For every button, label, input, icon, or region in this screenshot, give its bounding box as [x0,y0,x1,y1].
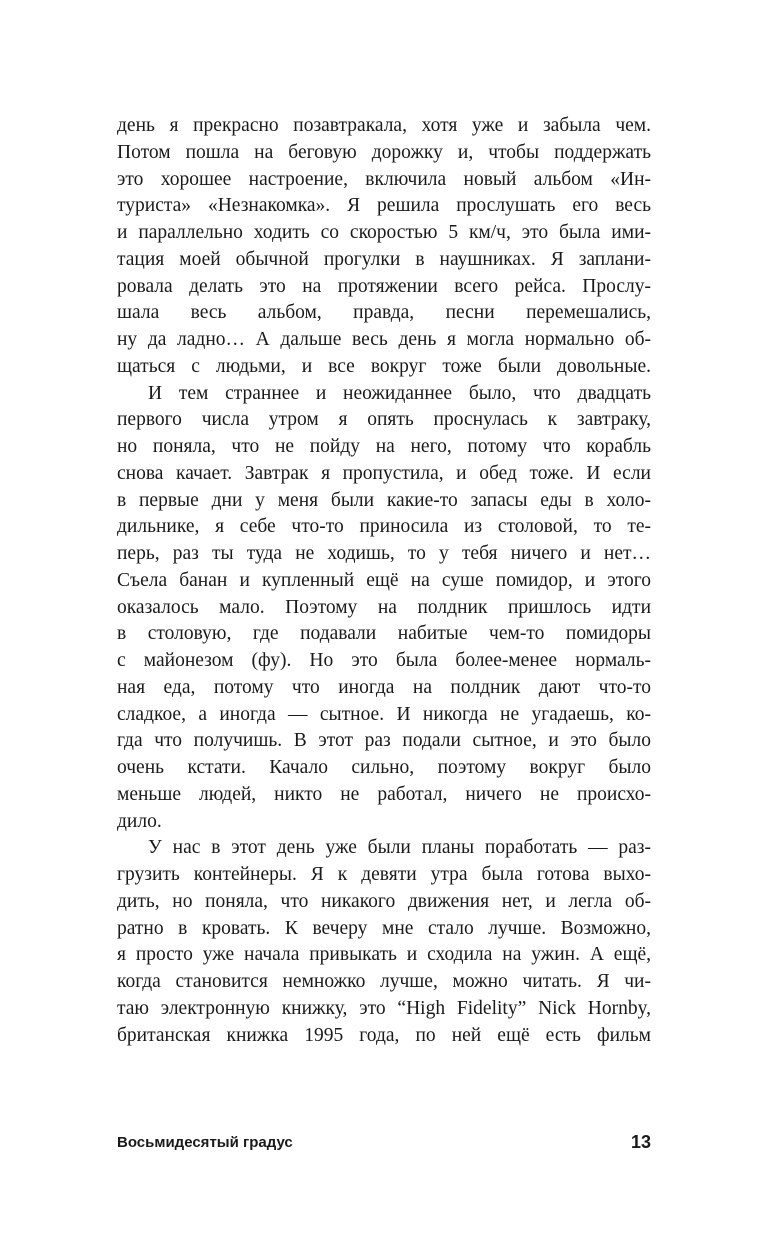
text-line: грузить контейнеры. Я к девяти утра была готова выхо- [117,864,651,885]
text-line: ровала делать это на протяжении всего рейса. Прослу- [117,275,651,297]
text-line: я просто уже начала привыкать и сходила на ужин. А ещё, [117,944,651,966]
text-line: очень кстати. Качало сильно, поэтому вокруг было [117,757,651,778]
text-line: перь, раз ты туда не ходишь, то у тебя ничего и нет… [117,543,651,564]
text-line: И тем страннее и неожиданнее было, что двадцать [148,382,651,404]
text-line: У нас в этот день уже были планы поработать — раз- [148,837,651,859]
text-line: и параллельно ходить со скоростью 5 км/ч, это была ими- [117,222,651,243]
text-line: в столовую, где подавали набитые чем-то помидоры [117,623,651,645]
text-line: первого числа утром я опять проснулась к завтраку, [117,409,651,431]
text-line: в первые дни у меня были какие-то запасы еды в холо- [117,489,651,511]
text-line: снова качает. Завтрак я пропустила, и обед тоже. И если [117,462,651,484]
text-line: дило. [117,810,162,832]
text-line: но поняла, что не пойду на него, потому что корабль [117,436,651,457]
text-line: дить, но поняла, что никакого движения нет, и легла об- [117,890,651,912]
page-number: 13 [630,1132,651,1152]
text-line: меньше людей, никто не работал, ничего не происхо- [117,783,651,805]
text-line: Потом пошла на беговую дорожку и, чтобы поддержать [117,141,651,163]
text-line: шала весь альбом, правда, песни перемешались, [117,302,651,324]
text-line: ну да ладно… А дальше весь день я могла нормально об- [117,329,651,350]
running-title: Восьмидесятый градус [117,1134,293,1151]
text-line: тация моей обычной прогулки в наушниках. Я заплани- [117,248,651,270]
text-line: британская книжка 1995 года, по ней ещё есть фильм [117,1024,651,1046]
text-line: туриста» «Незнакомка». Я решила прослушать его весь [117,195,651,217]
text-line: щаться с людьми, и все вокруг тоже были довольные. [117,355,651,377]
text-line: дильнике, я себе что-то приносила из столовой, то те- [117,516,651,538]
text-line: оказалось мало. Поэтому на полдник пришлось идти [117,596,651,618]
text-line: Съела банан и купленный ещё на суше помидор, и этого [117,569,651,591]
text-line: день я прекрасно позавтракала, хотя уже и забыла чем. [117,115,651,136]
text-line: с майонезом (фу). Но это была более-менее нормаль- [117,650,651,671]
text-line: гда что получишь. В этот раз подали сытное, и это было [117,730,651,752]
text-line: ратно в кровать. К вечеру мне стало лучше. Возможно, [117,917,651,939]
text-line: ная еда, потому что иногда на полдник дают что-то [117,676,651,698]
text-line: сладкое, а иногда — сытное. И никогда не угадаешь, ко- [117,703,651,725]
body-text [117,113,651,1049]
text-line: таю электронную книжку, это “High Fidelity” Nick Hornby, [117,997,651,1019]
text-line: это хорошее настроение, включила новый альбом «Ин- [117,168,651,190]
text-line: когда становится немножко лучше, можно читать. Я чи- [117,971,651,992]
